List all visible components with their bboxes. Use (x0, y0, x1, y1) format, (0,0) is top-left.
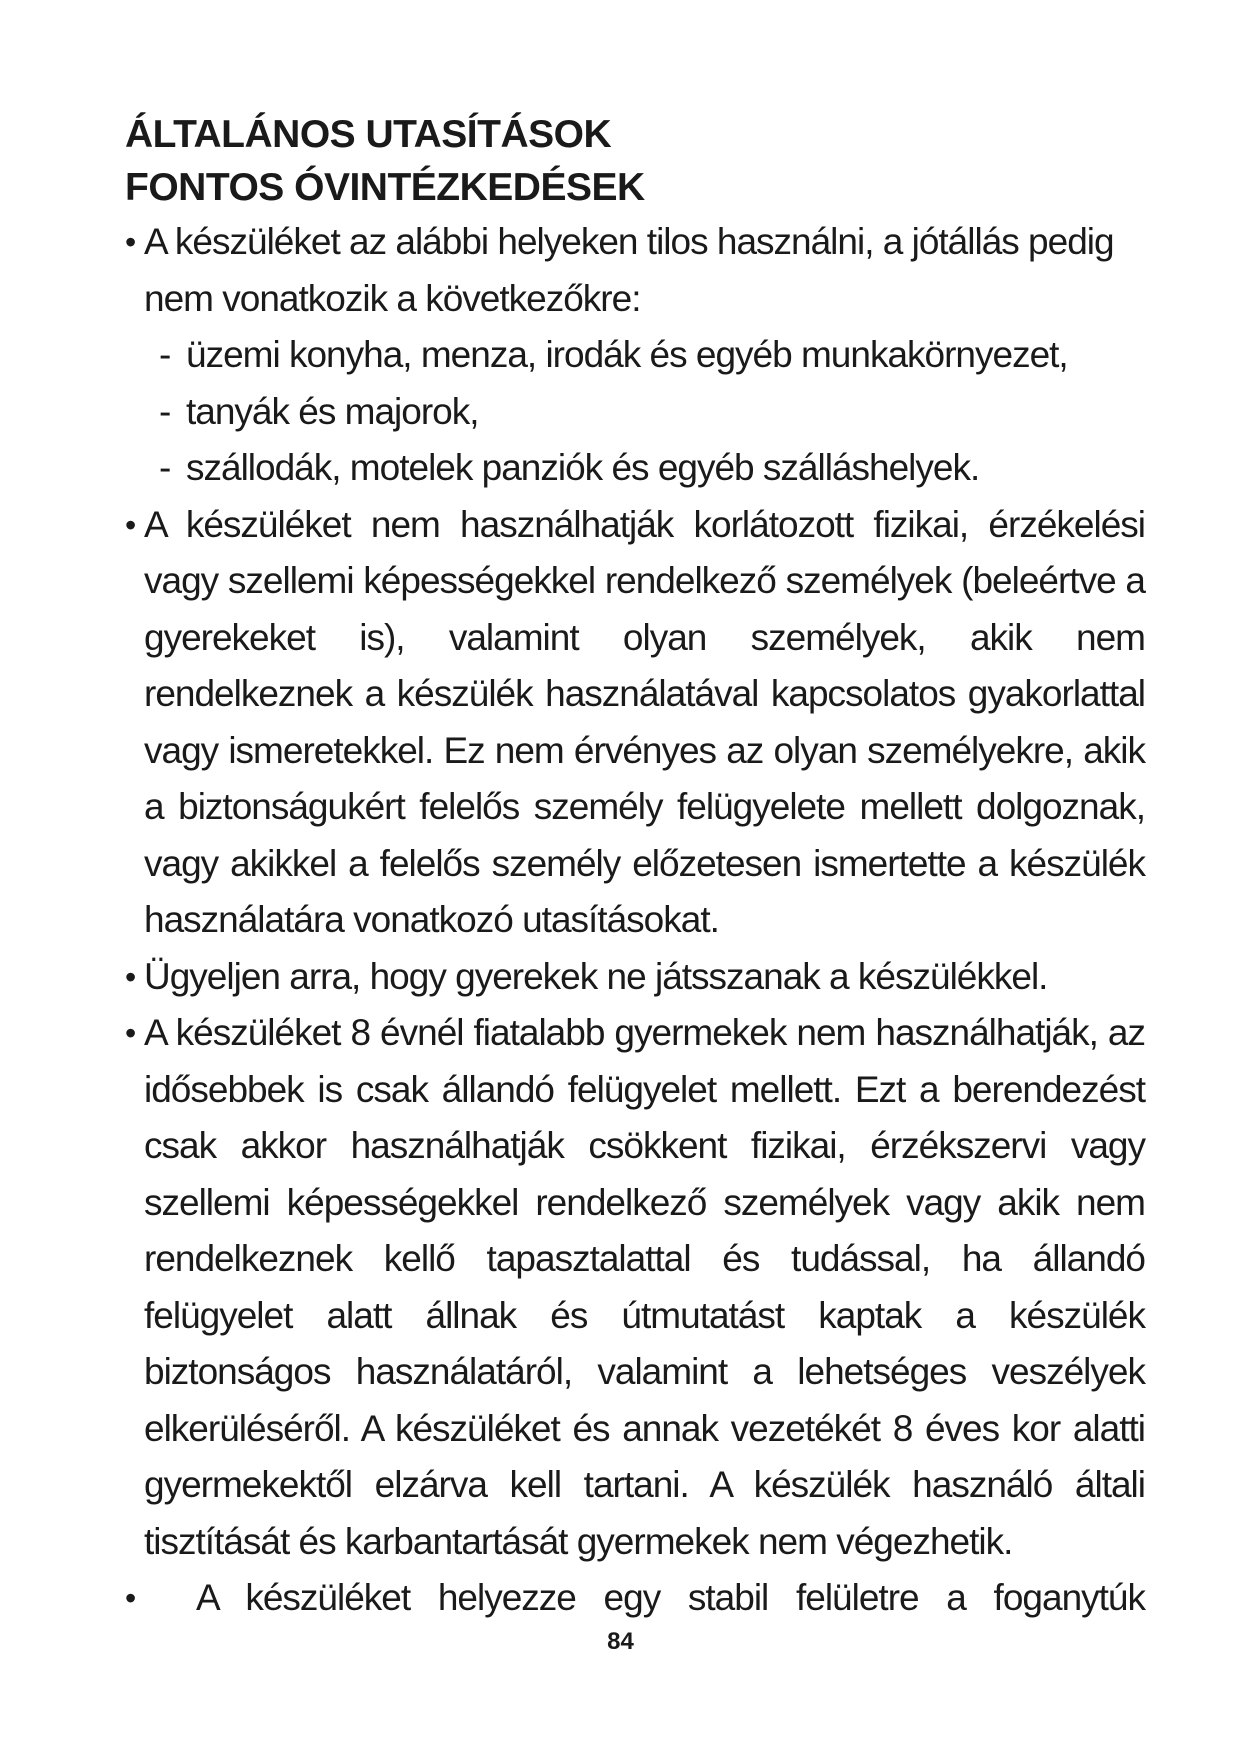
dash-marker: - (159, 447, 171, 488)
content-area (125, 108, 1145, 1627)
sublist-item-text: szállodák, motelek panziók és egyéb szálláshelyek. (186, 447, 980, 488)
bullet-marker: • (125, 506, 136, 543)
page-title: ÁLTALÁNOS UTASÍTÁSOK (125, 113, 612, 156)
sublist (144, 327, 1145, 497)
list-item-text: A készüléket nem használhatják korlátozott fizikai, érzékelési vagy szellemi képességekkel rendelkező személyek (beleértve a gyerekeket is), valamint olyan személyek, akik nem rendelkeznek a készülék használatával kapcsolatos gyakorlattal vagy ismeretekkel. Ez nem érvényes az olyan személyekre, akik a biztonságukért felelős személy felügyelete mellett dolgoznak, vagy akikkel a felelős személy előzetesen ismertette a készülék használatára vonatkozó utasításokat. (144, 503, 1145, 940)
list-item-text: A készüléket helyezze egy stabil felületre a foganytúk (196, 1577, 1145, 1618)
sublist-item-text: tanyák és majorok, (186, 390, 479, 432)
list-item-text: Ügyeljen arra, hogy gyerekek ne játsszanak a készülékkel. (144, 955, 1048, 997)
sublist-item (144, 384, 1145, 441)
list-item (125, 497, 1145, 949)
sublist-item (144, 327, 1145, 384)
bullet-marker: • (125, 1580, 136, 1616)
list-item (125, 1570, 1145, 1627)
bullet-marker: • (125, 224, 136, 260)
list-item (125, 949, 1145, 1006)
sublist-item-text: üzemi konyha, menza, irodák és egyéb munkakörnyezet, (186, 334, 1068, 375)
bullet-marker: • (125, 958, 136, 995)
list-item (125, 1005, 1145, 1570)
dash-marker: - (159, 334, 171, 375)
list-item (125, 214, 1145, 497)
list-item-text: A készüléket 8 évnél fiatalabb gyermekek nem használhatják, az idősebbek is csak állandó felügyelet mellett. Ezt a berendezést csak akkor használhatják csökkent fizikai, érzékszervi vagy szellemi képességekkel rendelkező személyek vagy akik nem rendelkeznek kellő tapasztalattal és tudással, ha állandó felügyelet alatt állnak és útmutatást kaptak a készülék biztonságos használatáról, valamint a lehetséges veszélyek elkerüléséről. A készüléket és annak vezetékét 8 éves kor alatti gyermekektől elzárva kell tartani. A készülék használó általi tisztítását és karbantartását gyermekek nem végezhetik. (144, 1012, 1145, 1562)
list-item-text: A készüléket az alábbi helyeken tilos használni, a jótállás pedig nem vonatkozik a következőkre: (144, 221, 1114, 319)
page-number: 84 (607, 1628, 634, 1655)
precautions-list (125, 214, 1145, 1627)
bullet-marker: • (125, 1015, 136, 1051)
dash-marker: - (159, 390, 171, 432)
section-title: FONTOS ÓVINTÉZKEDÉSEK (125, 166, 645, 209)
sublist-item (144, 440, 1145, 497)
